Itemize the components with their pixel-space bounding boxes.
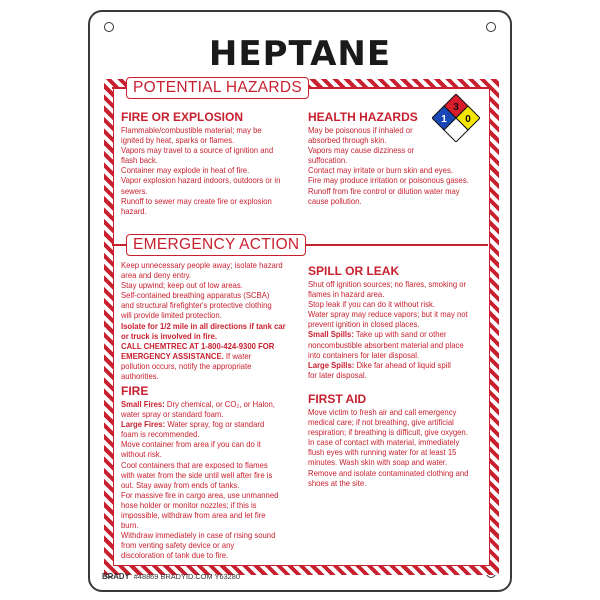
mount-hole-top-left [104,22,114,32]
product-code: #48869 BRADYID.COM Y63280 [133,572,240,581]
fire-heading: FIRE [121,384,149,398]
nfpa-fire-value: 3 [453,102,459,113]
fire-explosion-text: Flammable/combustible material; may be ignited by heat, sparks or flames. Vapors may travel to a source of ignition and flash back. Container may explode in heat of fire. Vapor explosion hazard indoors, outdoors or in sewers. Runoff to sewer may create fire or explosion hazard. [121,125,281,216]
nfpa-diamond-icon [432,94,480,142]
fire-text: Small Fires: Dry chemical, or CO₂, or Halon, water spray or standard foam. Large Fires: Water spray, fog or standard foam is recommended. Move container from area if you can do it without risk. Cool containers that are exposed to flames with water from the side until well after fire is out. Stay away from ends of tanks. For massive fire in cargo area, use unmanned hose holder or monitor nozzles; if this is impossible, withdraw from area and let fire burn. Withdraw immediately in case of rising sound from venting safety device or any discoloration of tank due to fire. [121,399,279,561]
fire-explosion-heading: FIRE OR EXPLOSION [121,110,244,124]
health-hazards-heading: HEALTH HAZARDS [308,110,418,124]
spill-leak-text: Shut off ignition sources; no flares, smoking or flames in hazard area. Stop leak if you can do it without risk. Water spray may reduce vapors; but it may not prevent ignition in closed places. Small Spills: Take up with sand or other noncombustible absorbent material and place into containers for later disposal. Large Spills: Dike far ahead of liquid spill for later disposal. [308,279,468,380]
potential-hazards-heading: POTENTIAL HAZARDS [126,77,309,99]
first-aid-text: Move victim to fresh air and call emergency medical care; if not breathing, give artificial respiration; if breathing is difficult, give oxygen. In case of contact with material, immediately flush eyes with running water for at least 15 minutes. Wash skin with soap and water. Remove and isolate contaminated clothing and shoes at the site. [308,407,469,488]
nfpa-reactivity-value: 0 [465,114,471,125]
emergency-action-text: Keep unnecessary people away; isolate hazard area and deny entry. Stay upwind; keep out of low areas. Self-contained breathing apparatus (SCBA) and structural firefighter's protective clothing will provide limited protection. Isolate for 1/2 mile in all directions if tank car or truck is involved in fire. CALL CHEMTREC AT 1-800-424-9300 FOR EMERGENCY ASSISTANCE. If water pollution occurs, notify the appropriate authorities. [121,260,286,382]
health-hazards-text: May be poisonous if inhaled or absorbed through skin. Vapors may cause dizziness or suffocation. Contact may irritate or burn skin and eyes. Fire may produce irritation or poisonous gases. Runoff from fire control or dilution water may cause pollution. [308,125,469,206]
mount-hole-top-right [486,22,496,32]
brady-logo: BRADY [102,572,130,581]
sign-title: HEPTANE [208,34,392,74]
first-aid-heading: FIRST AID [308,392,367,406]
sign-footer [102,572,240,581]
emergency-action-heading: EMERGENCY ACTION [126,234,306,256]
spill-leak-heading: SPILL OR LEAK [308,264,400,278]
nfpa-health-value: 1 [441,114,447,125]
